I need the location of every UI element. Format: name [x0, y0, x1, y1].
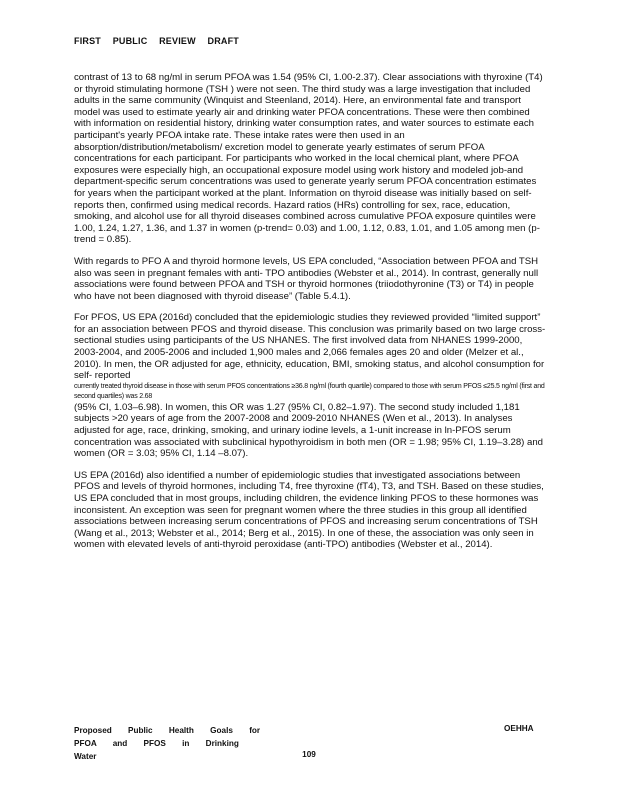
footer-agency: OEHHA: [504, 724, 534, 733]
document-body: [74, 72, 546, 561]
pfos-paragraph-small-text: currently treated thyroid disease in those with serum PFOS concentrations ≥36.8 ng/ml (fourth quartile) compared to those with serum PFOS ≤25.5 ng/ml (first and second quartiles) was 2.68: [74, 382, 545, 400]
page-number: 109: [302, 750, 316, 759]
draft-header: FIRST PUBLIC REVIEW DRAFT: [74, 36, 239, 46]
pfos-paragraph-part2: (95% CI, 1.03–6.98). In women, this OR was 1.27 (95% CI, 0.82–1.97). The second study included 1,181 subjects >20 years of age from the 2007-2008 and 2009-2010 NHANES (Wen et al., 2013). In analyses adjusted for age, race, drinking, smoking, and urinary iodine levels, a 1-unit increase in ln-PFOS serum concentration was associated with subclinical hypothyroidism in both men (OR = 1.98; 95% CI, 1.19–3.28) and women (OR = 3.03; 95% CI, 1.14 –8.07).: [74, 401, 544, 460]
pfos-paragraph-part1: For PFOS, US EPA (2016d) concluded that the epidemiologic studies they reviewed provided “limited support” for an association between PFOS and thyroid disease. This conclusion was primarily based on two large cross-sectional studies using participants of the US NHANES. The first involved data from NHANES 1999-2000, 2003-2004, and 2005-2006 and included 1,900 males and 2,066 females ages 20 and older (Melzer et al., 2010). In men, the OR adjusted for age, ethnicity, education, BMI, smoking status, and alcohol consumption for self- reported: [74, 312, 546, 382]
paragraph-pfoa-thyroid-hormones: With regards to PFO A and thyroid hormone levels, US EPA concluded, “Association between PFOA and TSH also was seen in pregnant females with anti- TPO antibodies (Webster et al., 2014). In contrast, generally null associations were found between PFOA and TSH or thyroid hormones (triiodothyronine (T3) or T4) in people who have not been diagnosed with thyroid disease” (Table 5.4.1).: [74, 255, 539, 302]
paragraph-pfos-thyroid-hormones: US EPA (2016d) also identified a number of epidemiologic studies that investigated associations between PFOS and levels of thyroid hormones, including T4, free thyroxine (fT4), T3, and TSH. Based on these studies, US EPA concluded that in most groups, including children, the evidence linking PFOS to these hormones was inconsistent. An exception was seen for pregnant women where the three studies in this group all identified associations between increasing serum concentrations of PFOS and increasing serum concentrations of TSH (Wang et al., 2013; Webster et al., 2014; Berg et al., 2015). In one of these, the association was only seen in women with elevated levels of anti-thyroid peroxidase (anti-TPO) antibodies (Webster et al., 2014).: [74, 469, 544, 551]
footer-title-line2: PFOA and PFOS in Drinking Water: [74, 739, 239, 761]
paragraph-pfoa-thyroid-disease: contrast of 13 to 68 ng/ml in serum PFOA was 1.54 (95% CI, 1.00-2.37). Clear associations with thyroxine (T4) or thyroid stimulating hormone (TSH ) were not seen. The third study was a large investigation that included adults in the same community (Winquist and Steenland, 2014). Here, an environmental fate and transport model was used to estimate yearly air and drinking water PFOA concentrations. These were then combined with information on residential history, drinking water consumption rates, and water sources to estimate each participant's yearly PFOA intake rate. These intake rates were then used in an absorption/distribution/metabolism/ excretion model to generate yearly estimates of serum PFOA concentrations for each participant. For participants who worked in the local chemical plant, where PFOA exposures were especially high, an occupational exposure model using work history and modeled job-and department-specific serum concentrations was used to generate yearly serum PFOA concentration estimates for years when the participant worked at the plant. Information on thyroid disease was initially based on self-reports then, confirmed using medical records. Hazard ratios (HRs) controlling for sex, race, education, smoking, and alcohol use for all thyroid diseases combined across cumulative PFOA exposure quintiles were 1.00, 1.24, 1.27, 1.36, and 1.37 in women (p-trend= 0.03) and 1.00, 1.12, 0.83, 1.01, and 1.05 among men (p- trend = 0.85).: [74, 72, 543, 246]
footer-title-line1: Proposed Public Health Goals for: [74, 726, 261, 735]
paragraph-pfos-thyroid-disease: [74, 312, 546, 460]
